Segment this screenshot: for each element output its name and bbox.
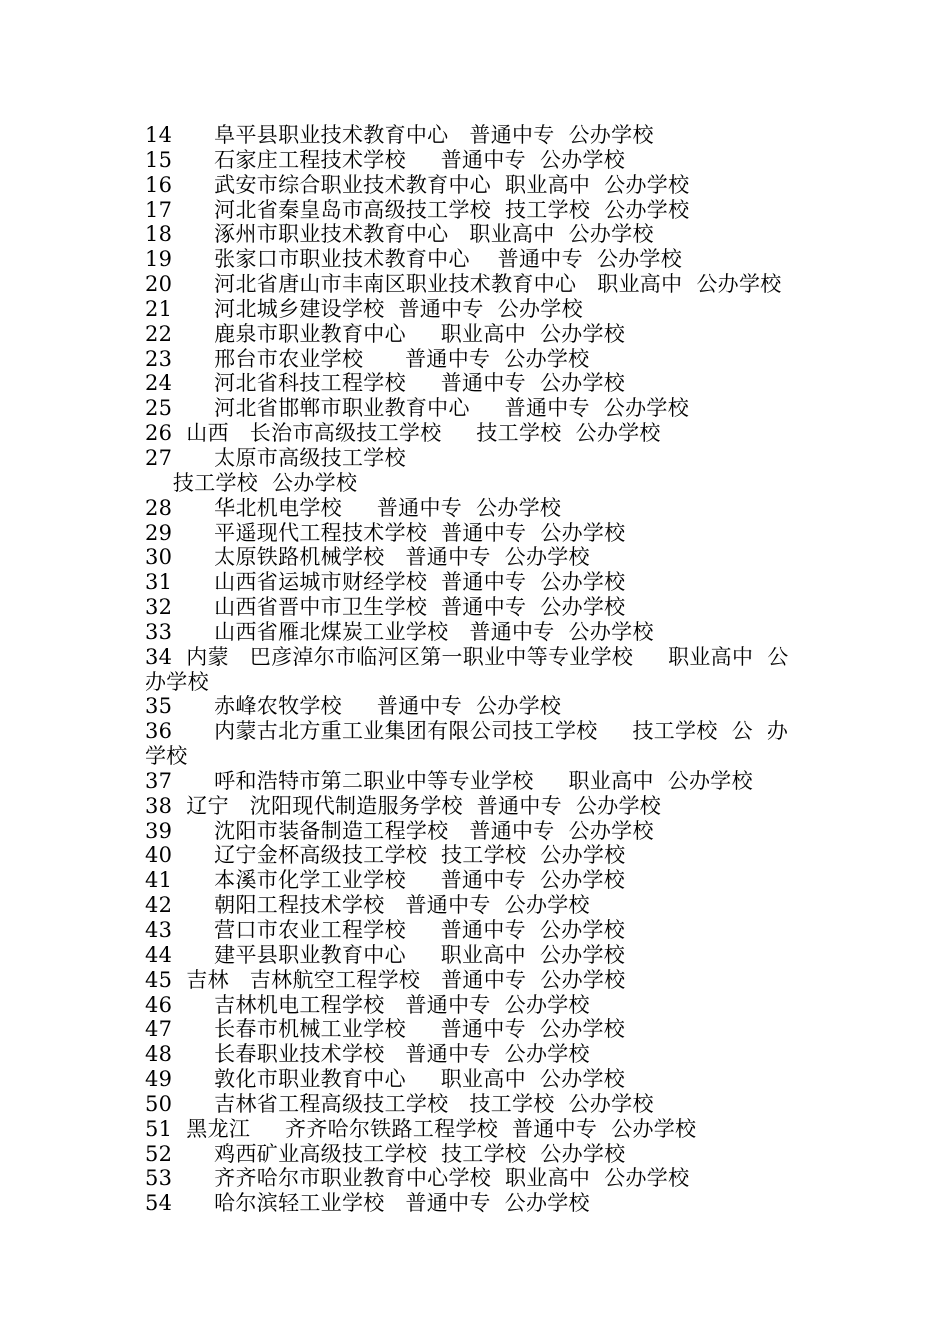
- text-line: 52 鸡西矿业高级技工学校 技工学校 公办学校: [145, 1141, 626, 1166]
- text-line: 38 辽宁 沈阳现代制造服务学校 普通中专 公办学校: [145, 793, 662, 818]
- text-line: 39 沈阳市装备制造工程学校 普通中专 公办学校: [145, 818, 654, 843]
- text-line: 17 河北省秦皇岛市高级技工学校 技工学校 公办学校: [145, 197, 690, 222]
- text-line: 学校: [145, 744, 188, 769]
- text-line: 27 太原市高级技工学校: [145, 445, 406, 470]
- text-line: 办学校: [145, 669, 209, 694]
- text-line: 54 哈尔滨轻工业学校 普通中专 公办学校: [145, 1191, 590, 1216]
- text-line: 41 本溪市化学工业学校 普通中专 公办学校: [145, 868, 626, 893]
- text-line: 51 黑龙江 齐齐哈尔铁路工程学校 普通中专 公办学校: [145, 1116, 697, 1141]
- text-line: 47 长春市机械工业学校 普通中专 公办学校: [145, 1017, 626, 1042]
- text-line: 43 营口市农业工程学校 普通中专 公办学校: [145, 918, 626, 942]
- document-body: [145, 123, 810, 1216]
- text-line: 23 邢台市农业学校 普通中专 公办学校: [145, 346, 590, 371]
- text-line: 15 石家庄工程技术学校 普通中专 公办学校: [145, 147, 626, 172]
- text-line: 44 建平县职业教育中心 职业高中 公办学校: [145, 942, 626, 967]
- text-line: 22 鹿泉市职业教育中心 职业高中 公办学校: [145, 321, 626, 346]
- text-line: 42 朝阳工程技术学校 普通中专 公办学校: [145, 893, 590, 918]
- text-line: 33 山西省雁北煤炭工业学校 普通中专 公办学校: [145, 619, 654, 644]
- text-line: 24 河北省科技工程学校 普通中专 公办学校: [145, 371, 626, 396]
- text-line: 20 河北省唐山市丰南区职业技术教育中心 职业高中 公办学校: [145, 272, 782, 297]
- text-line: 14 阜平县职业技术教育中心 普通中专 公办学校: [145, 123, 654, 147]
- text-line: 19 张家口市职业技术教育中心 普通中专 公办学校: [145, 247, 683, 272]
- text-line: 36 内蒙古北方重工业集团有限公司技工学校 技工学校 公 办: [145, 719, 789, 744]
- text-line: 29 平遥现代工程技术学校 普通中专 公办学校: [145, 520, 626, 545]
- text-line: 技工学校 公办学校: [145, 470, 358, 495]
- text-line: 32 山西省晋中市卫生学校 普通中专 公办学校: [145, 595, 626, 620]
- text-line: 46 吉林机电工程学校 普通中专 公办学校: [145, 992, 590, 1017]
- text-line: 37 呼和浩特市第二职业中等专业学校 职业高中 公办学校: [145, 768, 753, 793]
- text-line: 26 山西 长治市高级技工学校 技工学校 公办学校: [145, 421, 661, 446]
- text-line: 40 辽宁金杯高级技工学校 技工学校 公办学校: [145, 843, 626, 868]
- text-line: 49 敦化市职业教育中心 职业高中 公办学校: [145, 1067, 626, 1092]
- text-line: 31 山西省运城市财经学校 普通中专 公办学校: [145, 570, 626, 595]
- text-line: 35 赤峰农牧学校 普通中专 公办学校: [145, 694, 562, 719]
- text-line: 34 内蒙 巴彦淖尔市临河区第一职业中等专业学校 职业高中 公: [145, 644, 789, 669]
- text-line: 21 河北城乡建设学校 普通中专 公办学校: [145, 296, 583, 321]
- text-line: 30 太原铁路机械学校 普通中专 公办学校: [145, 545, 590, 570]
- text-line: 18 涿州市职业技术教育中心 职业高中 公办学校: [145, 222, 654, 247]
- text-line: 53 齐齐哈尔市职业教育中心学校 职业高中 公办学校: [145, 1166, 690, 1191]
- text-line: 28 华北机电学校 普通中专 公办学校: [145, 495, 562, 520]
- text-line: 45 吉林 吉林航空工程学校 普通中专 公办学校: [145, 967, 626, 992]
- text-line: 48 长春职业技术学校 普通中专 公办学校: [145, 1042, 590, 1067]
- text-line: 16 武安市综合职业技术教育中心 职业高中 公办学校: [145, 172, 690, 197]
- text-line: 25 河北省邯郸市职业教育中心 普通中专 公办学校: [145, 396, 689, 421]
- text-line: 50 吉林省工程高级技工学校 技工学校 公办学校: [145, 1091, 654, 1116]
